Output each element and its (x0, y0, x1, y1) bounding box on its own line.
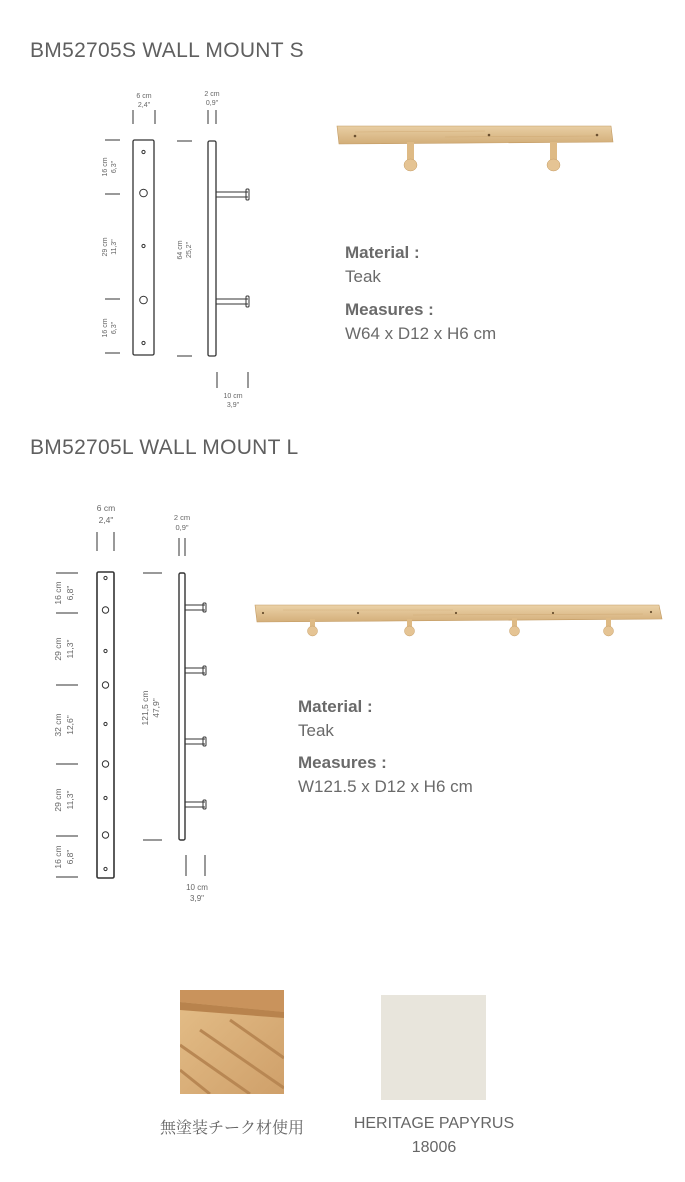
s-total-cm: 64 cm (177, 240, 184, 260)
l-seg2-in: 11,3" (65, 639, 75, 659)
l-seg4-in: 11,3" (65, 790, 75, 810)
s-width-cm: 6 cm (136, 93, 152, 100)
section-s-drawing (95, 88, 265, 418)
s-seg1-cm: 16 cm (102, 157, 109, 177)
l-seg1-in: 6,8" (65, 585, 75, 601)
l-seg5-in: 6,8" (65, 849, 75, 865)
swatch-papyrus-code: 18006 (411, 1139, 457, 1156)
l-depth-in: 0,9" (175, 523, 189, 532)
l-material-value: Teak (298, 721, 334, 740)
s-seg3-in: 6,3" (111, 321, 118, 335)
l-width-in: 2,4" (98, 515, 114, 525)
l-measures-label: Measures : (298, 753, 387, 772)
l-material-label: Material : (298, 697, 373, 716)
l-seg3-cm: 32 cm (53, 713, 63, 737)
l-total-cm: 121,5 cm (140, 690, 150, 726)
s-measures-value: W64 x D12 x H6 cm (345, 324, 497, 343)
product-image-s (335, 120, 615, 180)
s-peg-in: 3,9" (226, 402, 240, 409)
l-measures-value: W121.5 x D12 x H6 cm (298, 777, 473, 796)
l-seg4-cm: 29 cm (53, 788, 63, 812)
s-seg3-cm: 16 cm (102, 318, 109, 338)
swatch-teak (180, 990, 284, 1094)
s-width-in: 2,4" (137, 102, 151, 109)
s-measures-label: Measures : (345, 300, 434, 319)
s-depth-in: 0,9" (205, 100, 219, 107)
swatch-papyrus (381, 995, 486, 1100)
swatch-papyrus-caption: HERITAGE PAPYRUS (353, 1115, 515, 1132)
l-seg3-in: 12,6" (65, 715, 75, 735)
s-total-in: 25,2" (186, 241, 193, 259)
l-total-in: 47,9" (151, 698, 161, 718)
l-seg1-cm: 16 cm (53, 581, 63, 605)
s-seg2-cm: 29 cm (102, 237, 109, 257)
l-peg-cm: 10 cm (186, 883, 208, 892)
s-material-value: Teak (345, 267, 381, 286)
l-depth-cm: 2 cm (173, 513, 191, 522)
s-seg1-in: 6,3" (111, 160, 118, 174)
s-peg-cm: 10 cm (223, 393, 243, 400)
product-image-l (253, 600, 665, 642)
s-seg2-in: 11,3" (111, 239, 118, 255)
section-l-drawing (48, 498, 228, 910)
l-width-cm: 6 cm (96, 503, 116, 513)
swatch-teak-caption: 無塗装チーク材使用 (159, 1120, 304, 1137)
s-material-label: Material : (345, 243, 420, 262)
section-l-title: BM52705L WALL MOUNT L (30, 436, 299, 459)
l-peg-in: 3,9" (190, 894, 204, 903)
section-s-title: BM52705S WALL MOUNT S (30, 39, 304, 62)
l-seg2-cm: 29 cm (53, 637, 63, 661)
s-depth-cm: 2 cm (204, 91, 220, 98)
l-seg5-cm: 16 cm (53, 845, 63, 869)
